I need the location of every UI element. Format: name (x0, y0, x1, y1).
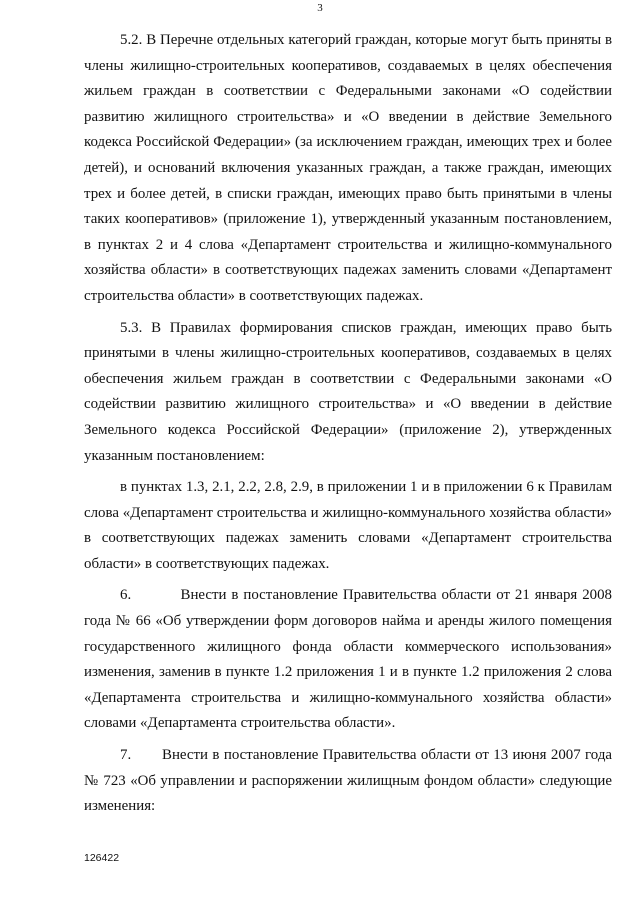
paragraph-p6: 6. Внести в постановление Правительства области от 21 января 2008 года № 66 «Об утверждении форм договоров найма и аренды жилого помещения государственного жилищного фонда области коммерческого использования» изменения, заменив в пункте 1.2 приложения 1 и в пункте 1.2 приложения 2 слова «Департамента строительства и жилищно-коммунального хозяйства области» словами «Департамента строительства области». (84, 587, 612, 732)
paragraph-p5-3: 5.3. В Правилах формирования списков граждан, имеющих право быть принятыми в члены жилищно-строительных кооперативов, создаваемых в целях обеспечения жильем граждан в соответствии с Федеральными законами «О содействии развитию жилищного строительства» и «О введении в действие Земельного кодекса Российской Федерации» (приложение 2), утвержденных указанным постановлением: (84, 319, 612, 464)
page-number: 3 (317, 2, 323, 14)
document-code: 126422 (84, 852, 120, 864)
document-body (84, 28, 612, 826)
paragraph-p5-2: 5.2. В Перечне отдельных категорий граждан, которые могут быть приняты в члены жилищно-строительных кооперативов, создаваемых в целях обеспечения жильем граждан в соответствии с Федеральными законами «О содействии развитию жилищного строительства» и «О введении в действие Земельного кодекса Российской Федерации» (за исключением граждан, имеющих трех и более детей), и оснований включения указанных граждан, а также граждан, имеющих трех и более детей, в списки граждан, имеющих право быть принятыми в члены таких кооперативов» (приложение 1), утвержденный указанным постановлением, в пунктах 2 и 4 слова «Департамент строительства и жилищно-коммунального хозяйства области» в соответствующих падежах заменить словами «Департамент строительства области» в соответствующих падежах. (84, 32, 612, 304)
paragraph-p5-3-sub: в пунктах 1.3, 2.1, 2.2, 2.8, 2.9, в приложении 1 и в приложении 6 к Правилам слова «Департамент строительства и жилищно-коммунального хозяйства области» в соответствующих падежах заменить словами «Департамент строительства области» в соответствующих падежах. (84, 479, 612, 572)
paragraph-p7: 7. Внести в постановление Правительства области от 13 июня 2007 года № 723 «Об управлении и распоряжении жилищным фондом области» следующие изменения: (84, 747, 612, 815)
